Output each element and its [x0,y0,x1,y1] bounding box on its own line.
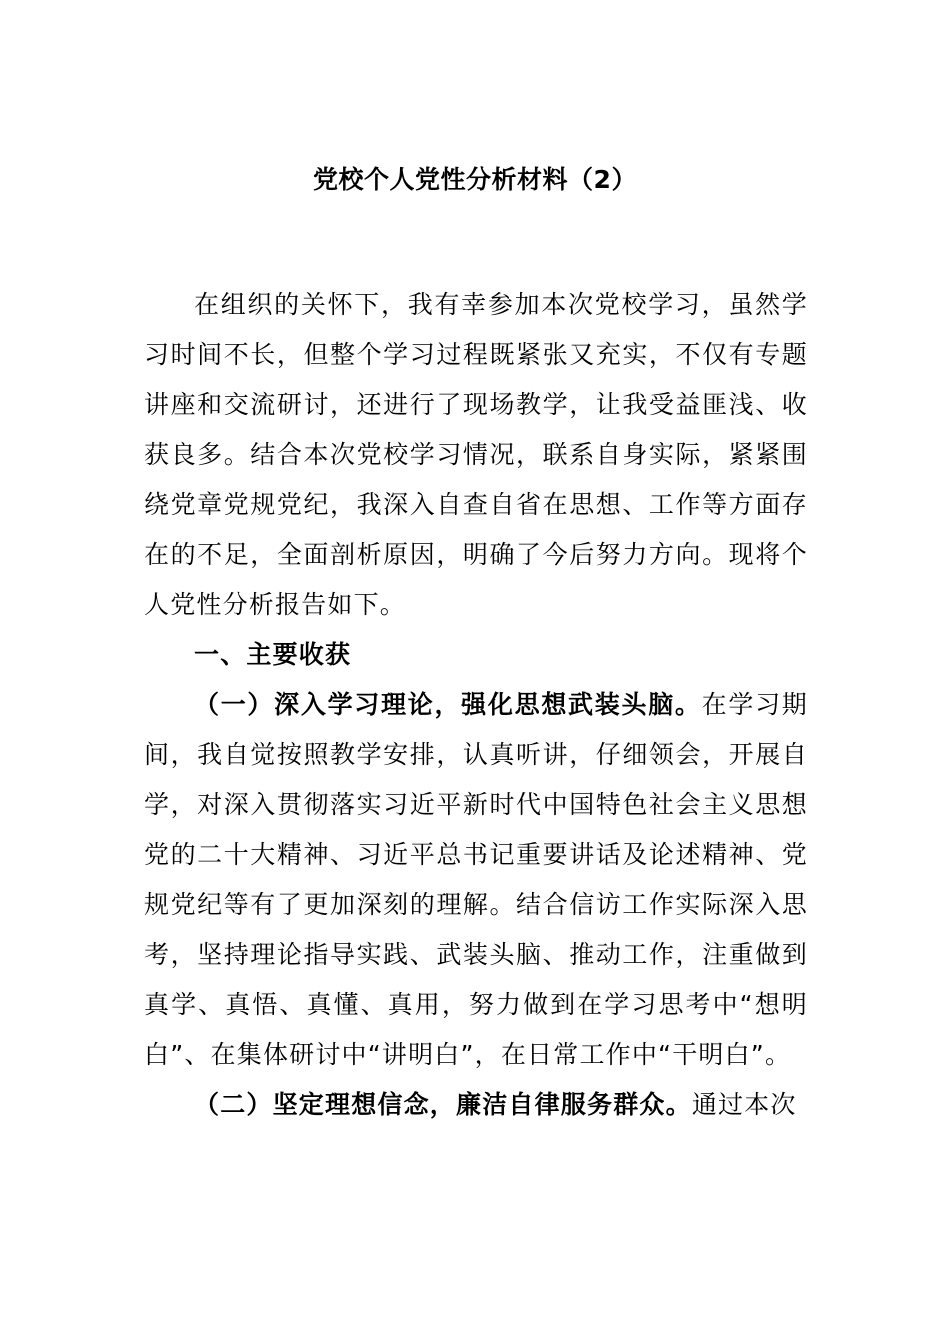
item-1-lead: （一）深入学习理论，强化思想武装头脑。 [194,690,702,719]
item-1-text: 在学习期间，我自觉按照教学安排，认真听讲，仔细领会，开展自学，对深入贯彻落实习近平新时代中国特色社会主义思想党的二十大精神、习近平总书记重要讲话及论述精神、党规党纪等有了更加深刻的理解。结合信访工作实际深入思考，坚持理论指导实践、武装头脑、推动工作，注重做到真学、真悟、真懂、真用，努力做到在学习思考中“想明白”、在集体研讨中“讲明白”，在日常工作中“干明白”。 [144,690,808,1069]
item-paragraph-2 [144,1080,808,1130]
section-heading-main-gains: 一、主要收获 [194,640,352,669]
item-2-text: 通过本次 [691,1090,797,1119]
document-body [144,280,808,1130]
intro-paragraph: 在组织的关怀下，我有幸参加本次党校学习，虽然学习时间不长，但整个学习过程既紧张又充实，不仅有专题讲座和交流研讨，还进行了现场教学，让我受益匪浅、收获良多。结合本次党校学习情况，联系自身实际，紧紧围绕党章党规党纪，我深入自查自省在思想、工作等方面存在的不足，全面剖析原因，明确了今后努力方向。现将个人党性分析报告如下。 [144,290,808,619]
item-paragraph-1 [144,680,808,1080]
document-title: 党校个人党性分析材料（2） [313,165,637,194]
item-2-lead: （二）坚定理想信念，廉洁自律服务群众。 [194,1090,692,1119]
